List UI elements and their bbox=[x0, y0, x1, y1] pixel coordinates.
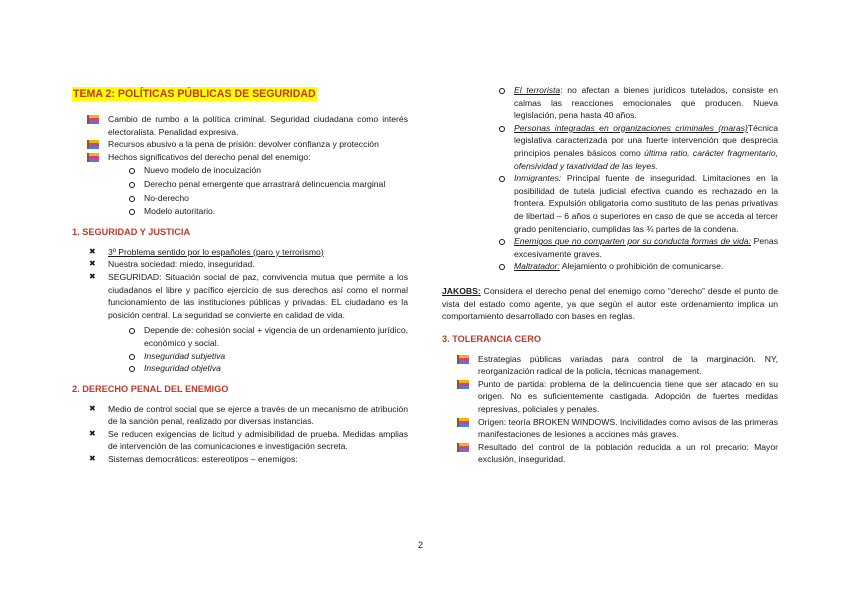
seguridad-subitem: Inseguridad subjetiva bbox=[72, 350, 408, 363]
right-column bbox=[442, 84, 778, 466]
intro-subitem: No-derecho bbox=[72, 192, 408, 205]
enemigo-item: ✖ Sistemas democráticos: estereotipos – enemigos: bbox=[89, 454, 298, 465]
intro-item: Hechos significativos del derecho penal del enemigo: bbox=[72, 151, 408, 164]
intro-subitem: Modelo autoritario. bbox=[72, 205, 408, 218]
x-bullet-icon: ✖ bbox=[89, 246, 96, 256]
x-bullet-icon: ✖ bbox=[89, 259, 96, 269]
tolerancia-list bbox=[442, 353, 778, 466]
seguridad-subitem: Inseguridad objetiva bbox=[72, 362, 408, 375]
flag-bullet-icon bbox=[457, 380, 469, 389]
section-heading-seguridad: 1. SEGURIDAD Y JUSTICIA bbox=[72, 226, 191, 237]
seguridad-sublist bbox=[72, 324, 408, 374]
flag-bullet-icon bbox=[87, 140, 99, 149]
seguridad-list bbox=[72, 246, 408, 322]
left-column bbox=[72, 84, 408, 466]
seguridad-subitem: Depende de: cohesión social + vigencia de un ordenamiento jurídico, económico y social. bbox=[72, 324, 408, 349]
x-bullet-icon: ✖ bbox=[89, 428, 96, 438]
section-heading-tolerancia: 3. TOLERANCIA CERO bbox=[442, 333, 542, 344]
intro-list bbox=[72, 113, 408, 163]
circle-bullet-icon bbox=[499, 264, 505, 270]
intro-item: Cambio de rumbo a la política criminal. Seguridad ciudadana como interés electoralista. Penalidad expresiva. bbox=[72, 113, 408, 138]
tolerancia-item: Estrategias públicas variadas para control de la marginación. NY, reorganización radical de la policía, técnicas management. bbox=[442, 353, 778, 378]
x-bullet-icon: ✖ bbox=[89, 454, 96, 464]
enemy-item: Inmigrantes: Principal fuente de inseguridad. Limitaciones en la posibilidad de tutela judicial efectiva cuando es rechazado en la frontera. Expulsión obligatoria como sustituto de las penas privativas de libertad – 6 años o superiores en caso de que se acceda al tercer grado penitenciario, cumplidas las ¾ partes de la condena. bbox=[442, 172, 778, 235]
circle-bullet-icon bbox=[499, 239, 505, 245]
intro-subitem: Derecho penal emergente que arrastrará delincuencia marginal bbox=[72, 178, 408, 191]
x-bullet-icon: ✖ bbox=[89, 271, 96, 281]
circle-bullet-icon bbox=[129, 168, 135, 174]
seguridad-item: ✖ Nuestra sociedad: miedo, inseguridad. bbox=[89, 259, 255, 270]
circle-bullet-icon bbox=[129, 209, 135, 215]
circle-bullet-icon bbox=[499, 126, 505, 132]
intro-item: Recursos abusivo a la pena de prisión: devolver confianza y protección bbox=[72, 138, 408, 151]
flag-bullet-icon bbox=[87, 115, 99, 124]
flag-bullet-icon bbox=[457, 443, 469, 452]
flag-bullet-icon bbox=[87, 153, 99, 162]
tolerancia-item: Origen: teoría BROKEN WINDOWS. Incivilidades como avisos de las primeras manifestaciones de lesiones a acciones más graves. bbox=[442, 416, 778, 441]
page-title: TEMA 2: POLÍTICAS PÚBLICAS DE SEGURIDAD bbox=[73, 88, 316, 100]
section-heading-enemigo: 2. DERECHO PENAL DEL ENEMIGO bbox=[72, 383, 229, 394]
flag-bullet-icon bbox=[457, 355, 469, 364]
circle-bullet-icon bbox=[129, 182, 135, 188]
circle-bullet-icon bbox=[129, 196, 135, 202]
intro-subitem: Nuevo modelo de inocuización bbox=[72, 164, 408, 177]
circle-bullet-icon bbox=[499, 88, 505, 94]
circle-bullet-icon bbox=[129, 354, 135, 360]
seguridad-item: ✖ SEGURIDAD: Situación social de paz, convivencia mutua que permite a los ciudadanos el libre y pacífico ejercicio de sus derechos así como el normal funcionamiento de las instituciones públicas y privadas. EL ciudadano es la posición central. La seguridad se convierte en calidad de vida. bbox=[89, 271, 408, 320]
circle-bullet-icon bbox=[129, 366, 135, 372]
intro-sublist bbox=[72, 164, 408, 217]
tolerancia-item: Punto de partida: problema de la delincuencia tiene que ser atacado en su origen. No es suficientemente castigada. Adopción de fuertes medidas represivas, policiales y penales. bbox=[442, 378, 778, 416]
enemigo-list bbox=[72, 403, 408, 466]
tolerancia-item: Resultado del control de la población reducida a un rol precario: Mayor exclusión, inseguridad. bbox=[442, 441, 778, 466]
circle-bullet-icon bbox=[129, 328, 135, 334]
enemigo-item: ✖ Se reducen exigencias de licitud y admisibilidad de prueba. Medidas amplias de intervención de las comunicaciones e investigación secreta. bbox=[89, 428, 408, 452]
enemy-item: El terrorista: no afectan a bienes jurídicos tutelados, consiste en calmas las reacciones emocionales que producen. Nueva legislación, pena hasta 40 años. bbox=[442, 84, 778, 122]
flag-bullet-icon bbox=[457, 418, 469, 427]
enemy-item: Personas integradas en organizaciones criminales (maras)Técnica legislativa caracterizada por una fuerte intervención que desprecia principios penales básicos como última ratio, carácter fragmentario, ofensividad y taxatividad de las leyes. bbox=[442, 122, 778, 172]
enemigo-item: ✖ Medio de control social que se ejerce a través de un mecanismo de atribución de la sanción penal, realizado por diversas instancias. bbox=[89, 403, 408, 427]
circle-bullet-icon bbox=[499, 176, 505, 182]
page-number: 2 bbox=[418, 540, 424, 550]
x-bullet-icon: ✖ bbox=[89, 403, 96, 413]
enemy-item: Maltratador: Alejamiento o prohibición de comunicarse. bbox=[442, 260, 778, 273]
enemy-item: Enemigos que no comparten por su conducta formas de vida: Penas excesivamente graves. bbox=[442, 235, 778, 260]
enemies-list bbox=[442, 84, 778, 273]
seguridad-item: ✖ 3º Problema sentido por lo españoles (paro y terrorismo) bbox=[89, 246, 324, 257]
jakobs-paragraph: JAKOBS: Considera el derecho penal del enemigo como “derecho” desde el punto de vista del estado como agente, ya que según el autor este ordenamiento implica un comportamiento desarrollado con bases en reglas. bbox=[442, 285, 778, 322]
